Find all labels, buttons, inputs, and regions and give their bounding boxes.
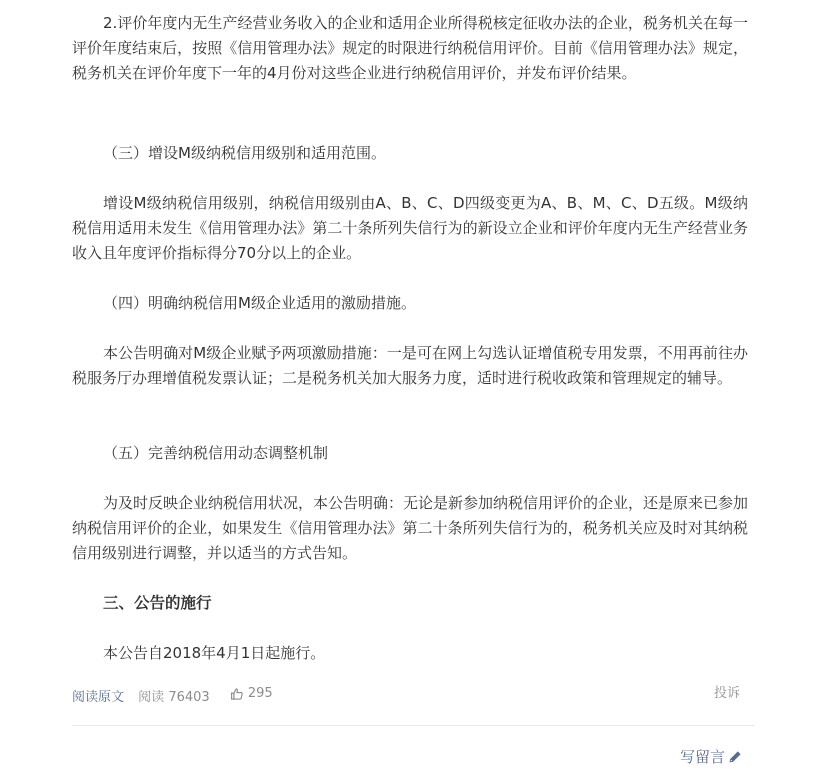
read-count-label: 阅读 <box>138 690 165 705</box>
pencil-icon <box>728 750 742 764</box>
paragraph-effective-date: 本公告自2018年4月1日起施行。 <box>103 644 326 662</box>
thumbs-up-icon <box>230 687 244 701</box>
paragraph-m-level-scope: 增设M级纳税信用级别，纳税信用级别由A、B、C、D四级变更为A、B、M、C、D五级。M级纳税信用适用未发生《信用管理办法》第二十条所列失信行为的新设立企业和评价年度内无生产经营业务收入且年度评价指标得分70分以上的企业。 <box>72 194 748 262</box>
section-heading-incentives: （四）明确纳税信用M级企业适用的激励措施。 <box>103 294 416 312</box>
read-count-value: 76403 <box>168 690 210 705</box>
read-count <box>138 690 214 705</box>
like-button[interactable] <box>230 683 273 705</box>
read-original-link[interactable]: 阅读原文 <box>72 690 125 705</box>
report-link[interactable]: 投诉 <box>713 686 740 701</box>
article-meta-bar <box>72 683 740 705</box>
write-comment-label: 写留言 <box>679 748 725 766</box>
section-heading-m-level: （三）增设M级纳税信用级别和适用范围。 <box>103 144 386 162</box>
section-heading-implementation: 三、公告的施行 <box>103 594 212 612</box>
section-heading-dynamic-adjustment: （五）完善纳税信用动态调整机制 <box>103 444 329 462</box>
paragraph-evaluation-timing: 2.评价年度内无生产经营业务收入的企业和适用企业所得税核定征收办法的企业，税务机关在每一评价年度结束后，按照《信用管理办法》规定的时限进行纳税信用评价。目前《信用管理办法》规定，税务机关在评价年度下一年的4月份对这些企业进行纳税信用评价，并发布评价结果。 <box>72 14 748 82</box>
divider <box>72 725 754 726</box>
write-comment-button[interactable] <box>680 746 742 768</box>
paragraph-dynamic-adjustment: 为及时反映企业纳税信用状况，本公告明确：无论是新参加纳税信用评价的企业，还是原来已参加纳税信用评价的企业，如果发生《信用管理办法》第二十条所列失信行为的，税务机关应及时对其纳税信用级别进行调整，并以适当的方式告知。 <box>72 494 749 562</box>
like-count: 295 <box>247 686 273 701</box>
paragraph-incentives: 本公告明确对M级企业赋予两项激励措施：一是可在网上勾选认证增值税专用发票，不用再前往办税服务厅办理增值税发票认证；二是税务机关加大服务力度，适时进行税收政策和管理规定的辅导。 <box>72 344 748 387</box>
